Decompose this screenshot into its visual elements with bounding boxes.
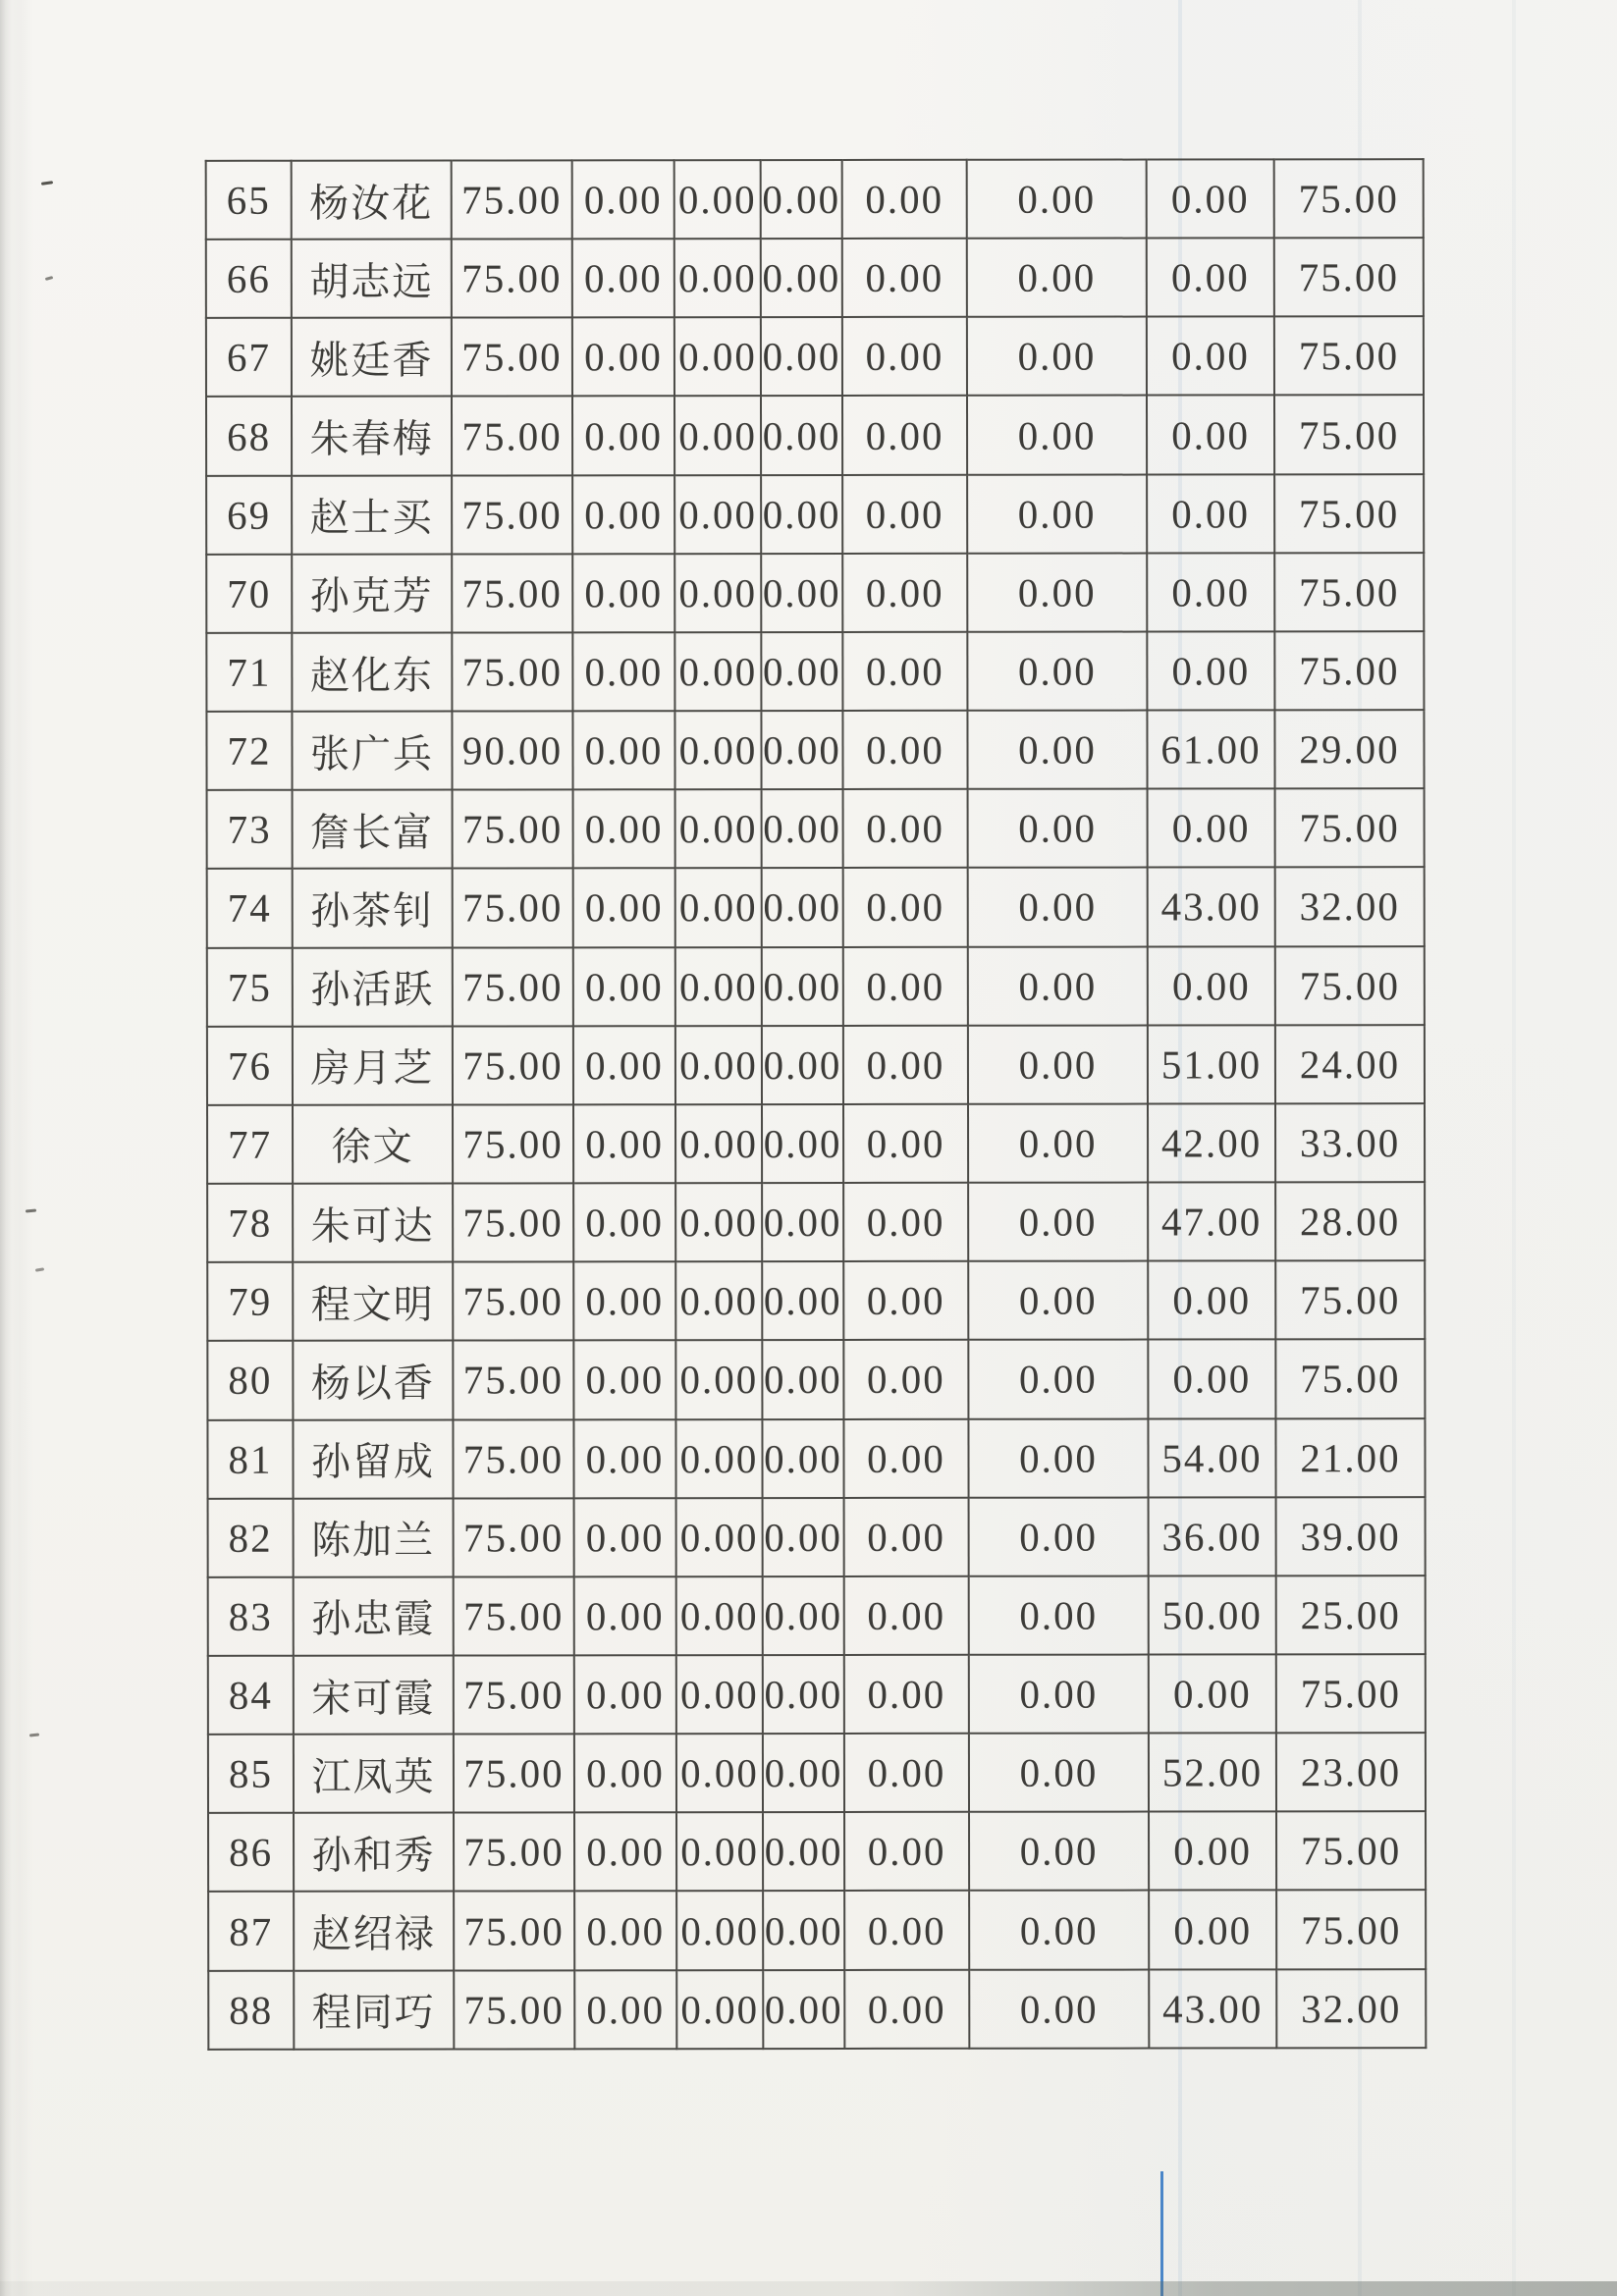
cell-row-number: 66 — [206, 240, 292, 318]
scan-speck — [26, 1209, 36, 1213]
cell-value: 0.00 — [573, 947, 675, 1026]
cell-value: 0.00 — [967, 317, 1147, 396]
cell-name: 赵化东 — [292, 632, 452, 711]
cell-value: 0.00 — [763, 1576, 844, 1655]
cell-value: 24.00 — [1275, 1025, 1425, 1103]
cell-value: 0.00 — [574, 1970, 676, 2050]
cell-name: 詹长富 — [293, 790, 453, 869]
cell-value: 0.00 — [843, 868, 968, 946]
cell-value: 75.00 — [454, 1576, 574, 1655]
cell-value: 0.00 — [675, 1340, 762, 1418]
table-row — [206, 159, 1424, 240]
cell-value: 0.00 — [675, 1026, 762, 1104]
cell-value: 0.00 — [676, 1970, 763, 2050]
cell-value: 0.00 — [574, 1498, 676, 1576]
cell-value: 75.00 — [1276, 1654, 1426, 1733]
cell-value: 75.00 — [452, 240, 572, 318]
table-row — [206, 710, 1424, 790]
cell-value: 0.00 — [574, 1734, 676, 1812]
cell-value: 0.00 — [968, 1340, 1148, 1418]
cell-value: 75.00 — [453, 869, 573, 947]
cell-value: 0.00 — [572, 160, 674, 239]
cell-value: 0.00 — [969, 1812, 1149, 1891]
cell-value: 0.00 — [762, 1261, 843, 1340]
table-row — [208, 1891, 1426, 1971]
cell-name: 朱可达 — [293, 1184, 453, 1262]
cell-value: 0.00 — [675, 1183, 762, 1261]
scan-speck — [29, 1733, 39, 1736]
cell-value: 0.00 — [573, 869, 675, 947]
cell-name: 孙茶钊 — [293, 869, 453, 947]
cell-value: 61.00 — [1147, 710, 1274, 788]
cell-value: 0.00 — [762, 1183, 843, 1261]
cell-row-number: 71 — [206, 633, 292, 712]
cell-row-number: 87 — [208, 1892, 294, 1970]
cell-value: 0.00 — [1148, 789, 1275, 868]
cell-value: 75.00 — [454, 1498, 574, 1576]
cell-value: 0.00 — [842, 632, 967, 711]
cell-value: 0.00 — [969, 1969, 1149, 2049]
cell-value: 0.00 — [675, 947, 762, 1026]
cell-value: 0.00 — [572, 632, 674, 711]
table-row — [207, 946, 1425, 1027]
cell-value: 0.00 — [843, 789, 968, 868]
cell-value: 75.00 — [453, 947, 573, 1026]
cell-value: 0.00 — [762, 789, 843, 868]
cell-value: 0.00 — [969, 1891, 1149, 1969]
cell-value: 0.00 — [968, 1183, 1148, 1261]
cell-value: 75.00 — [1275, 1260, 1425, 1339]
table-row — [206, 553, 1424, 633]
cell-value: 50.00 — [1149, 1575, 1276, 1654]
cell-name: 孙忠霞 — [294, 1576, 454, 1655]
cell-value: 0.00 — [842, 711, 967, 789]
cell-row-number: 65 — [206, 161, 292, 240]
scan-bottom-edge — [0, 2281, 1617, 2296]
cell-value: 75.00 — [1274, 238, 1424, 316]
cell-value: 0.00 — [761, 554, 842, 632]
cell-value: 0.00 — [573, 1419, 675, 1498]
cell-value: 0.00 — [573, 1104, 675, 1183]
cell-value: 75.00 — [1275, 946, 1425, 1025]
cell-value: 21.00 — [1275, 1418, 1425, 1497]
cell-value: 0.00 — [676, 1576, 763, 1655]
cell-value: 28.00 — [1275, 1182, 1425, 1260]
cell-value: 0.00 — [676, 1655, 763, 1734]
table-row — [206, 396, 1424, 476]
cell-value: 0.00 — [674, 397, 761, 475]
attendance-table — [205, 158, 1428, 2051]
cell-value: 0.00 — [574, 1655, 676, 1734]
cell-name: 胡志远 — [292, 240, 452, 318]
cell-value: 0.00 — [1149, 1891, 1276, 1969]
cell-value: 0.00 — [676, 1812, 763, 1891]
table-row — [208, 1733, 1426, 1813]
cell-value: 29.00 — [1274, 710, 1424, 788]
cell-name: 姚廷香 — [292, 318, 452, 397]
scan-streak — [1512, 0, 1516, 2296]
cell-value: 75.00 — [453, 1341, 573, 1419]
cell-value: 0.00 — [1147, 474, 1274, 553]
cell-value: 75.00 — [452, 632, 572, 711]
cell-value: 75.00 — [1276, 1811, 1426, 1890]
cell-row-number: 79 — [207, 1262, 293, 1341]
cell-value: 0.00 — [844, 1576, 969, 1655]
cell-value: 75.00 — [454, 1734, 574, 1812]
table-row — [207, 1418, 1425, 1499]
cell-row-number: 86 — [208, 1813, 294, 1892]
cell-value: 0.00 — [762, 868, 843, 946]
cell-value: 0.00 — [763, 1812, 844, 1891]
cell-value: 0.00 — [1147, 631, 1274, 710]
cell-value: 0.00 — [844, 1891, 969, 1969]
table-row — [206, 631, 1424, 712]
cell-value: 0.00 — [675, 1419, 762, 1498]
cell-name: 孙和秀 — [294, 1813, 454, 1892]
cell-value: 0.00 — [674, 239, 761, 317]
cell-value: 0.00 — [969, 1654, 1149, 1733]
cell-value: 75.00 — [452, 475, 572, 554]
cell-value: 36.00 — [1149, 1497, 1276, 1575]
table-row — [206, 316, 1424, 397]
cell-value: 0.00 — [674, 160, 761, 239]
cell-value: 0.00 — [674, 317, 761, 396]
cell-value: 42.00 — [1148, 1103, 1275, 1182]
cell-value: 0.00 — [843, 1261, 968, 1340]
table-row — [207, 1260, 1425, 1341]
table-row — [207, 868, 1425, 948]
cell-value: 0.00 — [572, 554, 674, 632]
cell-value: 0.00 — [968, 946, 1148, 1025]
cell-value: 75.00 — [452, 160, 572, 239]
cell-value: 0.00 — [761, 396, 842, 474]
table-row — [207, 1339, 1425, 1419]
cell-value: 75.00 — [453, 790, 573, 869]
cell-value: 75.00 — [452, 318, 572, 397]
cell-value: 75.00 — [453, 1104, 573, 1183]
cell-value: 75.00 — [1274, 553, 1424, 631]
cell-value: 25.00 — [1276, 1575, 1426, 1654]
cell-name: 孙留成 — [293, 1419, 453, 1498]
cell-name: 杨汝花 — [292, 161, 452, 240]
cell-value: 0.00 — [844, 1812, 969, 1891]
cell-value: 33.00 — [1275, 1103, 1425, 1182]
table-body — [206, 159, 1427, 2050]
cell-value: 75.00 — [452, 397, 572, 475]
cell-value: 0.00 — [843, 1418, 968, 1497]
cell-row-number: 68 — [206, 397, 292, 475]
cell-value: 0.00 — [1148, 1261, 1275, 1340]
scan-speck — [45, 276, 54, 281]
cell-value: 0.00 — [1147, 553, 1274, 631]
cell-name: 孙活跃 — [293, 947, 453, 1026]
cell-value: 0.00 — [967, 160, 1147, 239]
table-row — [207, 1103, 1425, 1184]
cell-value: 0.00 — [573, 1341, 675, 1419]
cell-name: 孙克芳 — [292, 554, 452, 632]
cell-value: 0.00 — [572, 239, 674, 317]
cell-value: 75.00 — [452, 554, 572, 632]
cell-name: 赵绍禄 — [294, 1892, 454, 1970]
cell-value: 0.00 — [574, 1812, 676, 1891]
cell-value: 0.00 — [843, 1104, 968, 1183]
cell-row-number: 70 — [206, 555, 292, 633]
cell-row-number: 77 — [207, 1105, 293, 1184]
cell-value: 0.00 — [763, 1498, 844, 1576]
table-row — [206, 238, 1424, 318]
cell-value: 43.00 — [1149, 1969, 1276, 2049]
cell-value: 0.00 — [1147, 317, 1274, 396]
cell-value: 0.00 — [968, 868, 1148, 946]
table-row — [206, 474, 1424, 555]
cell-value: 0.00 — [968, 1261, 1148, 1340]
cell-value: 0.00 — [969, 1734, 1149, 1812]
cell-value: 0.00 — [761, 239, 842, 317]
cell-value: 52.00 — [1149, 1733, 1276, 1811]
cell-value: 0.00 — [842, 474, 967, 553]
cell-value: 0.00 — [675, 1104, 762, 1183]
cell-row-number: 78 — [207, 1184, 293, 1262]
cell-value: 75.00 — [1274, 316, 1424, 395]
cell-value: 0.00 — [844, 1969, 969, 2049]
cell-value: 0.00 — [574, 1576, 676, 1655]
cell-value: 0.00 — [1148, 946, 1275, 1025]
cell-row-number: 72 — [206, 712, 292, 790]
cell-value: 0.00 — [1147, 239, 1274, 317]
cell-value: 0.00 — [843, 946, 968, 1025]
cell-value: 0.00 — [844, 1734, 969, 1812]
cell-value: 0.00 — [843, 1340, 968, 1418]
cell-name: 朱春梅 — [292, 397, 452, 475]
cell-value: 75.00 — [454, 1813, 574, 1892]
cell-value: 32.00 — [1275, 868, 1425, 946]
cell-name: 江凤英 — [294, 1735, 454, 1813]
cell-value: 0.00 — [967, 396, 1147, 474]
cell-value: 75.00 — [453, 1183, 573, 1261]
cell-value: 0.00 — [573, 1183, 675, 1261]
cell-row-number: 81 — [207, 1419, 293, 1498]
cell-value: 75.00 — [1276, 1891, 1426, 1969]
cell-row-number: 76 — [207, 1026, 293, 1104]
cell-value: 75.00 — [1274, 396, 1424, 474]
cell-value: 0.00 — [967, 474, 1147, 553]
cell-value: 0.00 — [674, 554, 761, 632]
cell-value: 90.00 — [452, 711, 572, 789]
scan-speck — [35, 1267, 44, 1272]
cell-value: 0.00 — [762, 1418, 843, 1497]
cell-name: 房月芝 — [293, 1026, 453, 1104]
scan-left-edge — [0, 0, 33, 2296]
cell-value: 0.00 — [763, 1655, 844, 1734]
cell-row-number: 82 — [208, 1498, 294, 1576]
cell-value: 0.00 — [762, 1026, 843, 1104]
cell-row-number: 83 — [208, 1577, 294, 1656]
cell-value: 0.00 — [967, 631, 1147, 710]
cell-value: 0.00 — [676, 1892, 763, 1970]
cell-name: 张广兵 — [292, 712, 452, 790]
cell-value: 0.00 — [572, 397, 674, 475]
cell-name: 程同巧 — [294, 1970, 454, 2050]
cell-value: 75.00 — [1274, 159, 1424, 238]
cell-value: 0.00 — [674, 711, 761, 789]
cell-value: 0.00 — [1149, 1654, 1276, 1733]
cell-name: 徐文 — [293, 1104, 453, 1183]
cell-row-number: 88 — [208, 1970, 294, 2050]
cell-value: 0.00 — [842, 317, 967, 396]
cell-value: 75.00 — [453, 1419, 573, 1498]
cell-value: 0.00 — [1148, 1340, 1275, 1418]
blue-pen-line — [1160, 2171, 1163, 2296]
cell-value: 0.00 — [674, 475, 761, 554]
cell-value: 47.00 — [1148, 1182, 1275, 1260]
cell-row-number: 84 — [208, 1656, 294, 1735]
cell-value: 0.00 — [763, 1891, 844, 1969]
table-row — [207, 788, 1425, 869]
cell-value: 0.00 — [1147, 159, 1274, 238]
cell-row-number: 67 — [206, 318, 292, 397]
cell-value: 43.00 — [1148, 868, 1275, 946]
cell-value: 0.00 — [968, 1103, 1148, 1182]
table-row — [208, 1497, 1426, 1577]
cell-value: 0.00 — [761, 475, 842, 554]
cell-value: 23.00 — [1276, 1733, 1426, 1811]
cell-value: 0.00 — [761, 160, 842, 239]
cell-value: 0.00 — [674, 632, 761, 711]
cell-value: 0.00 — [842, 396, 967, 474]
cell-value: 39.00 — [1276, 1497, 1426, 1575]
cell-value: 0.00 — [967, 553, 1147, 631]
cell-value: 0.00 — [843, 1183, 968, 1261]
cell-value: 0.00 — [762, 1104, 843, 1183]
table-row — [208, 1811, 1426, 1892]
cell-value: 75.00 — [1274, 474, 1424, 553]
cell-row-number: 75 — [207, 947, 293, 1026]
cell-value: 0.00 — [842, 239, 967, 317]
cell-row-number: 73 — [207, 790, 293, 869]
cell-value: 0.00 — [574, 1892, 676, 1970]
cell-value: 75.00 — [453, 1026, 573, 1104]
cell-value: 75.00 — [454, 1655, 574, 1734]
cell-value: 0.00 — [842, 160, 967, 239]
cell-value: 75.00 — [453, 1262, 573, 1341]
cell-row-number: 80 — [207, 1341, 293, 1419]
cell-value: 0.00 — [968, 789, 1148, 868]
cell-value: 0.00 — [675, 868, 762, 946]
cell-value: 0.00 — [842, 554, 967, 632]
cell-value: 75.00 — [1275, 788, 1425, 867]
cell-value: 0.00 — [843, 1026, 968, 1104]
cell-value: 0.00 — [1149, 1812, 1276, 1891]
cell-value: 0.00 — [676, 1734, 763, 1812]
cell-value: 0.00 — [675, 1261, 762, 1340]
cell-value: 0.00 — [761, 632, 842, 711]
cell-row-number: 74 — [207, 869, 293, 947]
scan-speck — [41, 181, 53, 186]
cell-value: 75.00 — [454, 1892, 574, 1970]
cell-value: 0.00 — [1147, 396, 1274, 474]
cell-value: 75.00 — [1274, 631, 1424, 710]
cell-value: 0.00 — [573, 1261, 675, 1340]
cell-name: 赵士买 — [292, 475, 452, 554]
cell-value: 0.00 — [676, 1498, 763, 1576]
cell-value: 0.00 — [761, 317, 842, 396]
cell-value: 75.00 — [1275, 1339, 1425, 1417]
cell-value: 0.00 — [969, 1497, 1149, 1575]
table-row — [208, 1969, 1426, 2050]
cell-value: 51.00 — [1148, 1025, 1275, 1103]
cell-value: 0.00 — [573, 1026, 675, 1104]
cell-value: 75.00 — [454, 1970, 574, 2050]
cell-row-number: 69 — [206, 475, 292, 554]
cell-value: 0.00 — [763, 1970, 844, 2050]
cell-value: 0.00 — [762, 947, 843, 1026]
table-row — [207, 1025, 1425, 1105]
cell-value: 0.00 — [573, 789, 675, 868]
table-row — [208, 1575, 1426, 1656]
cell-name: 宋可霞 — [294, 1655, 454, 1734]
cell-value: 0.00 — [572, 318, 674, 397]
cell-value: 54.00 — [1148, 1418, 1275, 1497]
cell-value: 0.00 — [761, 711, 842, 789]
cell-name: 陈加兰 — [294, 1498, 454, 1576]
cell-value: 0.00 — [572, 475, 674, 554]
cell-value: 0.00 — [969, 1575, 1149, 1654]
table-row — [207, 1182, 1425, 1262]
cell-value: 0.00 — [844, 1655, 969, 1734]
cell-value: 0.00 — [763, 1734, 844, 1812]
cell-value: 32.00 — [1276, 1969, 1426, 2049]
cell-value: 0.00 — [968, 1025, 1148, 1103]
cell-name: 程文明 — [293, 1262, 453, 1341]
cell-value: 0.00 — [967, 711, 1147, 789]
cell-value: 0.00 — [762, 1340, 843, 1418]
cell-value: 0.00 — [844, 1497, 969, 1575]
cell-value: 0.00 — [968, 1418, 1148, 1497]
cell-name: 杨以香 — [293, 1341, 453, 1419]
cell-value: 0.00 — [675, 789, 762, 868]
cell-row-number: 85 — [208, 1735, 294, 1813]
cell-value: 0.00 — [572, 711, 674, 789]
table-row — [208, 1654, 1426, 1735]
cell-value: 0.00 — [967, 239, 1147, 317]
